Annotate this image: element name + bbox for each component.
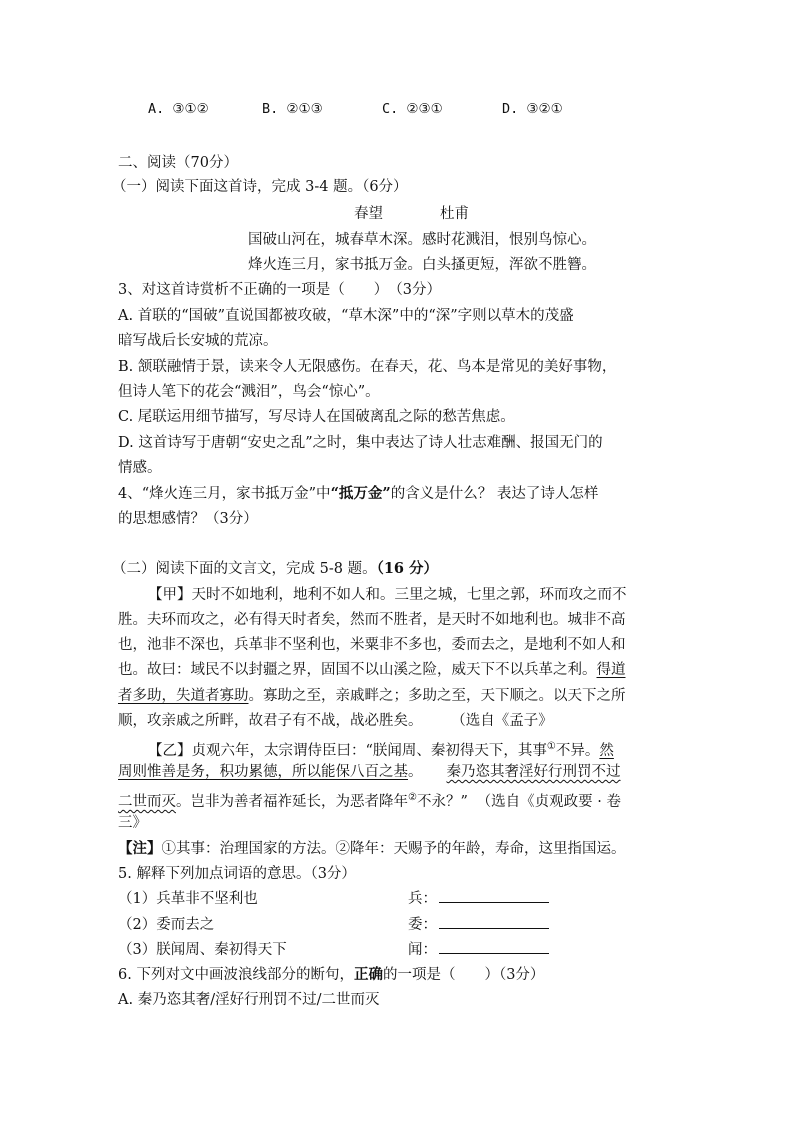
yi-underlined-2: 周则惟善是务，积功累德，所以能保八百之基 [118,764,408,780]
yi-wavy-1: 秦乃恣其奢淫好行刑罚不过 [446,764,621,780]
q4-stem-2: 的思想感情？（3分） [118,511,258,527]
q5-word-1: 兵： [408,891,437,907]
q5-item-1: （1）兵革非不坚利也 [118,891,258,907]
yi-line-1-text: 【乙】贞观六年，太宗谓侍臣曰：“朕闻周、秦初得天下，其事 [148,742,547,759]
note [118,838,626,860]
yi-line-2-mid: 。 [408,764,423,780]
q3-option-d-2: 情感。 [118,460,162,476]
jia-line-5-text: 。寡助之至，亲戚畔之；多助之至，天下顺之。以天下之所 [248,688,626,704]
q6-bold: 正确 [353,966,383,983]
q5-blank-1[interactable] [439,888,549,903]
q5-blank-3[interactable] [439,939,549,954]
poem-line-1: 国破山河在，城春草木深。感时花溅泪，恨别鸟惊心。 [248,232,596,248]
yi-line-3-b: 不永？” [416,793,468,810]
q3-stem: 3、对这首诗赏析不正确的一项是（ ） （3分） [118,282,441,298]
jia-line-6-text: 顺，攻亲戚之所畔，故君子有不战，战必胜矣。 [118,713,423,729]
jia-line-2: 胜。夫环而攻之，必有得天时者矣，然而不胜者，是天时不如地利也。城非不高 [118,612,626,628]
yi-footnote-2: ② [408,792,417,803]
option-c: C. ②③① [382,101,443,117]
yi-line-4: 三》 [118,815,147,831]
q4-bold: “抵万金” [330,485,391,502]
q4-post: 的含义是什么？ 表达了诗人怎样 [390,486,599,502]
yi-underlined-1: 然 [599,742,614,759]
jia-source: （选自《孟子》 [458,713,553,729]
jia-line-6 [118,710,553,732]
yi-footnote-1: ① [546,741,556,752]
part2-intro-score: （16 分） [376,560,439,577]
q5-answer-1 [408,888,549,910]
q6-stem [118,964,544,986]
q6-pre: 6. 下列对文中画波浪线部分的断句， [118,967,354,983]
yi-line-2 [118,761,621,783]
q3-option-c: C. 尾联运用细节描写，写尽诗人在国破离乱之际的愁苦焦虑。 [118,409,515,425]
q5-word-3: 闻： [408,942,437,958]
poem-author: 杜甫 [440,206,469,222]
q6-option-a: A. 秦乃恣其奢/淫好行刑罚不过/二世而灭 [118,992,380,1008]
q5-blank-2[interactable] [439,914,549,929]
q3-option-a-1: A. 首联的“国破”直说国都被攻破，“草木深”中的“深”字则以草木的茂盛 [118,308,574,324]
q3-option-b-2: 但诗人笔下的花会“溅泪”，鸟会“惊心”。 [118,384,380,400]
jia-line-4-text: 也。故曰：域民不以封疆之界，固国不以山溪之险，威天下不以兵革之利。 [118,662,597,678]
q5-item-3: （3）朕闻周、秦初得天下 [118,942,287,958]
option-d: D. ③②① [502,101,563,117]
yi-line-1 [148,736,614,762]
q5-answer-3 [408,939,549,961]
yi-line-3 [118,787,621,813]
q3-option-d-1: D. 这首诗写于唐朝“安史之乱”之时，集中表达了诗人壮志难酬、报国无门的 [118,435,603,451]
yi-source: （选自《贞观政要 · 卷 [483,793,621,810]
note-label: 【注】 [118,840,162,857]
note-text: ①其事：治理国家的方法。②降年：天赐予的年龄，寿命，这里指国运。 [161,841,626,857]
q6-post: 的一项是（ ）（3分） [382,967,545,983]
option-b: B. ②①③ [262,101,323,117]
yi-line-1-b: 不异。 [555,742,600,759]
q5-answer-2 [408,914,549,936]
jia-line-5 [118,685,626,707]
q4-stem [118,483,598,505]
option-a: A. ③①② [148,101,209,117]
q5-stem: 5. 解释下列加点词语的意思。（3分） [118,866,356,882]
q5-item-2: （2）委而去之 [118,917,215,933]
yi-wavy-2: 二世而灭 [118,793,176,810]
section-heading: 二、阅读（70分） [118,155,238,171]
q4-pre: 4、“烽火连三月，家书抵万金”中 [118,486,331,502]
part2-intro-text: （二）阅读下面的文言文，完成 5-8 题。 [112,561,377,577]
poem-title: 春望 [354,206,383,222]
yi-line-3-text: 。岂非为善者福祚延长，为恶者降年 [176,793,408,810]
q3-option-b-1: B. 颔联融情于景，读来令人无限感伤。在春天，花、鸟本是常见的美好事物， [118,359,617,375]
q5-word-2: 委： [408,917,437,933]
jia-underlined-1: 得道 [596,662,626,678]
q3-option-a-2: 暗写战后长安城的荒凉。 [118,333,278,349]
part1-intro: （一）阅读下面这首诗，完成 3-4 题。（6分） [112,179,408,195]
jia-line-4 [118,659,626,681]
part2-intro [112,558,438,580]
poem-line-2: 烽火连三月，家书抵万金。白头搔更短，浑欲不胜簪。 [248,257,596,273]
jia-underlined-2: 者多助，失道者寡助 [118,688,249,704]
jia-line-3: 也，池非不深也，兵革非不坚利也，米粟非不多也，委而去之，是地利不如人和 [118,637,626,653]
jia-line-1: 【甲】天时不如地利，地利不如人和。三里之城，七里之郭，环而攻之而不 [148,587,627,603]
